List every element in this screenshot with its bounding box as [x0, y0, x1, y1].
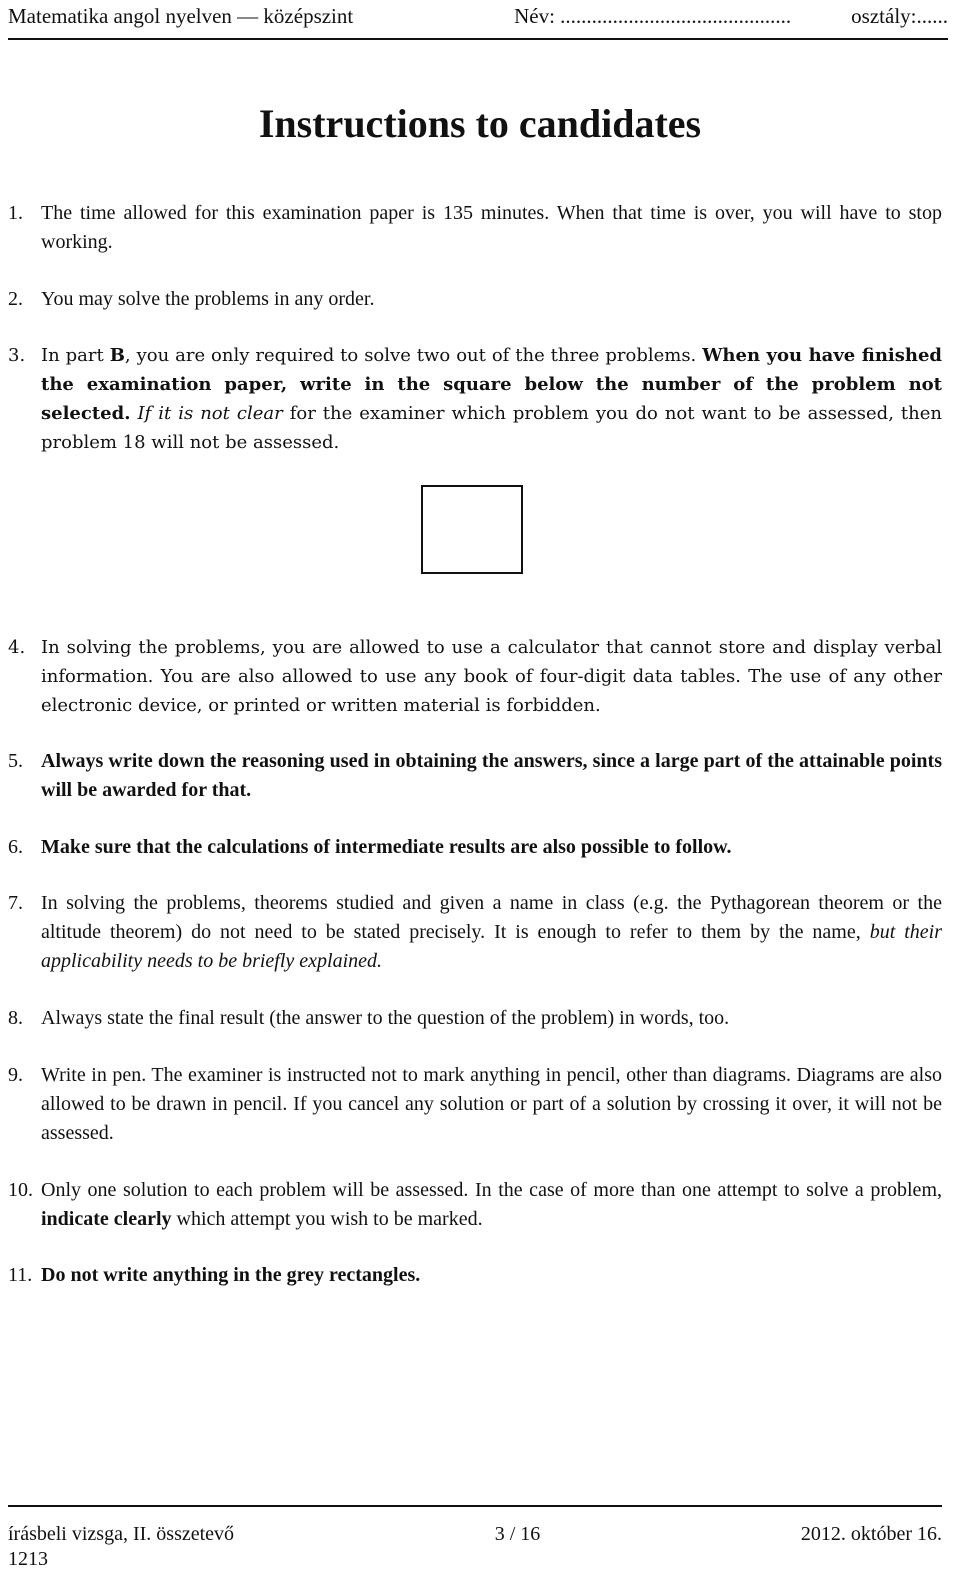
instruction-8: 8. Always state the final result (the answer to the question of the problem) in words, too.: [8, 1007, 730, 1029]
name-class-area: [514, 4, 948, 29]
page-title: Instructions to candidates: [258, 101, 702, 146]
instruction-3: 3. In part B, you are only required to solve two out of the three problems. When you have finished the examination paper, write in the square below the number of the problem not selected. If it is not clear for the examiner which problem you do not want to be assessed, then problem 18 will not be assessed.: [8, 345, 943, 453]
instruction-5: 5. Always write down the reasoning used in obtaining the answers, since a large part of the attainable points will be awarded for that.: [8, 750, 942, 801]
instruction-6: 6. Make sure that the calculations of intermediate results are also possible to follow.: [8, 836, 732, 858]
unselected-problem-box[interactable]: [421, 485, 523, 574]
instruction-9: 9. Write in pen. The examiner is instructed not to mark anything in pencil, other than diagrams. Diagrams are also allowed to be drawn in pencil. If you cancel any solution or part of a solution by crossing it over, it will not be assessed.: [8, 1064, 942, 1144]
class-field[interactable]: osztály:......: [851, 4, 948, 28]
exam-code: 1213: [8, 1548, 48, 1570]
exam-title: Matematika angol nyelven — középszint: [8, 4, 354, 28]
instruction-7: 7. In solving the problems, theorems studied and given a name in class (e.g. the Pythagorean theorem or the altitude theorem) do not need to be stated precisely. It is enough to refer to them by the name, but their applicability needs to be briefly explained.: [8, 892, 942, 972]
instruction-10: 10. Only one solution to each problem will be assessed. In the case of more than one attempt to solve a problem, indicate clearly which attempt you wish to be marked.: [8, 1179, 942, 1230]
instruction-4: 4. In solving the problems, you are allowed to use a calculator that cannot store and display verbal information. You are also allowed to use any book of four-digit data tables. The use of any other electronic device, or printed or written material is forbidden.: [8, 637, 942, 716]
name-field[interactable]: Név: ............................................: [514, 4, 792, 28]
instruction-11: 11. Do not write anything in the grey rectangles.: [8, 1264, 421, 1286]
instruction-1: 1. The time allowed for this examination paper is 135 minutes. When that time is over, you will have to stop working.: [8, 202, 942, 253]
page-header: [8, 0, 948, 40]
exam-date: 2012. október 16.: [800, 1523, 942, 1545]
page-number: 3 / 16: [494, 1523, 541, 1545]
footer-exam-part: írásbeli vizsga, II. összetevő: [8, 1523, 235, 1545]
page-footer: [8, 1505, 942, 1571]
instruction-2: 2. You may solve the problems in any order.: [8, 288, 375, 310]
